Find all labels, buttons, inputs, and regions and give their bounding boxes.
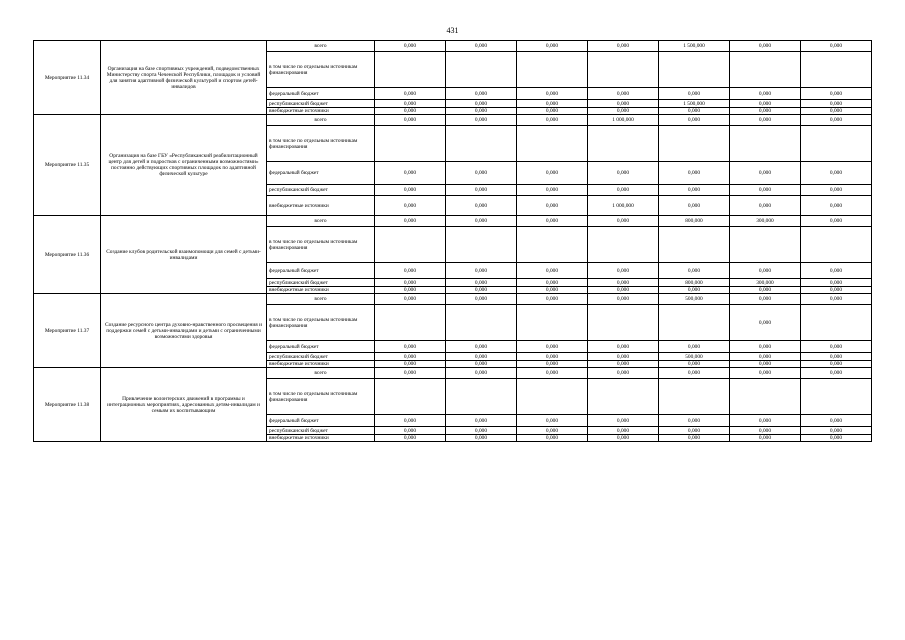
- amount-cell: 0,000: [517, 115, 588, 126]
- amount-cell: 0,000: [801, 287, 872, 294]
- amount-cell: 0,000: [801, 435, 872, 442]
- amount-cell: [730, 52, 801, 88]
- page-number: 431: [446, 26, 459, 35]
- amount-cell: 0,000: [659, 88, 730, 100]
- amount-cell: [375, 227, 446, 263]
- amount-cell: 0,000: [375, 435, 446, 442]
- amount-cell: 0,000: [659, 368, 730, 379]
- amount-cell: 0,000: [659, 108, 730, 115]
- amount-cell: 0,000: [588, 368, 659, 379]
- amount-cell: 0,000: [446, 216, 517, 227]
- amount-cell: 0,000: [801, 427, 872, 435]
- funding-source-cell: в том числе по отдельным источникам финансирования: [267, 379, 375, 415]
- funding-source-cell: всего: [267, 115, 375, 126]
- funding-source-cell: внебюджетные источники: [267, 435, 375, 442]
- funding-source-cell: республиканский бюджет: [267, 279, 375, 287]
- amount-cell: 0,000: [730, 41, 801, 52]
- amount-cell: 0,000: [446, 162, 517, 185]
- amount-cell: 0,000: [659, 162, 730, 185]
- amount-cell: 0,000: [588, 415, 659, 427]
- amount-cell: [730, 379, 801, 415]
- amount-cell: 0,000: [588, 108, 659, 115]
- amount-cell: [446, 227, 517, 263]
- amount-cell: 0,000: [801, 368, 872, 379]
- amount-cell: 0,000: [801, 263, 872, 279]
- amount-cell: 0,000: [446, 108, 517, 115]
- activity-cell: Мероприятие 11.37: [34, 294, 101, 368]
- activity-description: Организация на базе ГБУ «Республиканский реабилитационный центр для детей и подростков с ограниченными возможностями» постоянно действующих спортивных площадок по адаптивной физической культуре: [101, 115, 267, 216]
- amount-cell: 0,000: [517, 341, 588, 353]
- amount-cell: [517, 305, 588, 341]
- funding-source-cell: в том числе по отдельным источникам финансирования: [267, 227, 375, 263]
- amount-cell: 0,000: [659, 196, 730, 216]
- amount-cell: 0,000: [517, 361, 588, 368]
- amount-cell: 800,000: [659, 279, 730, 287]
- amount-cell: 0,000: [730, 162, 801, 185]
- amount-cell: 0,000: [588, 279, 659, 287]
- amount-cell: 0,000: [659, 263, 730, 279]
- amount-cell: [446, 126, 517, 162]
- amount-cell: [517, 227, 588, 263]
- amount-cell: 0,000: [446, 427, 517, 435]
- amount-cell: 0,000: [659, 185, 730, 196]
- amount-cell: 0,000: [730, 287, 801, 294]
- activity-cell: Мероприятие 11.34: [34, 41, 101, 115]
- table-row: [34, 368, 872, 379]
- amount-cell: 0,000: [801, 88, 872, 100]
- amount-cell: [517, 126, 588, 162]
- funding-source-cell: всего: [267, 216, 375, 227]
- amount-cell: [517, 379, 588, 415]
- amount-cell: 0,000: [375, 427, 446, 435]
- amount-cell: 300,000: [730, 216, 801, 227]
- amount-cell: 0,000: [446, 287, 517, 294]
- activity-cell: Мероприятие 11.38: [34, 368, 101, 442]
- activity-description: Привлечение волонтерских движений в программы и интеграционных мероприятиях, адресованных детям-инвалидам и семьям их воспитывающим: [101, 368, 267, 442]
- amount-cell: 0,000: [730, 294, 801, 305]
- funding-source-cell: федеральный бюджет: [267, 341, 375, 353]
- amount-cell: 1 000,000: [588, 115, 659, 126]
- amount-cell: 0,000: [730, 100, 801, 108]
- amount-cell: 0,000: [659, 361, 730, 368]
- amount-cell: 0,000: [588, 41, 659, 52]
- funding-source-cell: республиканский бюджет: [267, 185, 375, 196]
- amount-cell: 0,000: [730, 185, 801, 196]
- funding-source-cell: федеральный бюджет: [267, 88, 375, 100]
- funding-source-cell: всего: [267, 41, 375, 52]
- activity-cell: Мероприятие 11.35: [34, 115, 101, 216]
- amount-cell: 0,000: [446, 279, 517, 287]
- amount-cell: 0,000: [446, 115, 517, 126]
- amount-cell: [375, 305, 446, 341]
- amount-cell: 0,000: [801, 196, 872, 216]
- amount-cell: 0,000: [517, 196, 588, 216]
- amount-cell: [730, 126, 801, 162]
- budget-table-body: [34, 41, 872, 442]
- amount-cell: 0,000: [375, 108, 446, 115]
- amount-cell: 0,000: [730, 341, 801, 353]
- amount-cell: [588, 305, 659, 341]
- amount-cell: 0,000: [517, 185, 588, 196]
- amount-cell: 0,000: [446, 196, 517, 216]
- amount-cell: 0,000: [659, 115, 730, 126]
- amount-cell: 0,000: [730, 361, 801, 368]
- funding-source-cell: внебюджетные источники: [267, 361, 375, 368]
- amount-cell: 0,000: [446, 88, 517, 100]
- amount-cell: 0,000: [446, 185, 517, 196]
- amount-cell: 0,000: [801, 279, 872, 287]
- amount-cell: 0,000: [375, 341, 446, 353]
- funding-source-cell: республиканский бюджет: [267, 427, 375, 435]
- amount-cell: 0,000: [730, 88, 801, 100]
- amount-cell: [730, 227, 801, 263]
- amount-cell: [801, 305, 872, 341]
- amount-cell: 0,000: [730, 108, 801, 115]
- amount-cell: 0,000: [517, 294, 588, 305]
- amount-cell: 0,000: [375, 115, 446, 126]
- amount-cell: 0,000: [375, 162, 446, 185]
- table-row: [34, 216, 872, 227]
- amount-cell: 0,000: [801, 108, 872, 115]
- amount-cell: 0,000: [517, 415, 588, 427]
- table-row: [34, 41, 872, 52]
- amount-cell: 0,000: [801, 415, 872, 427]
- amount-cell: 0,000: [659, 415, 730, 427]
- amount-cell: 0,000: [517, 88, 588, 100]
- amount-cell: 0,000: [446, 263, 517, 279]
- amount-cell: 0,000: [446, 435, 517, 442]
- amount-cell: 0,000: [730, 115, 801, 126]
- amount-cell: 0,000: [588, 216, 659, 227]
- activity-description: Организация на базе спортивных учреждений, подведомственных Министерству спорта Чеченской Республики, площадок и условий для занятия адаптивной физической культурой и спортом детей- инвалидов: [101, 41, 267, 115]
- amount-cell: 0,000: [375, 41, 446, 52]
- amount-cell: 0,000: [730, 427, 801, 435]
- funding-source-cell: всего: [267, 368, 375, 379]
- funding-source-cell: республиканский бюджет: [267, 100, 375, 108]
- amount-cell: [659, 126, 730, 162]
- amount-cell: [446, 305, 517, 341]
- table-row: [34, 115, 872, 126]
- amount-cell: 0,000: [588, 263, 659, 279]
- funding-source-cell: федеральный бюджет: [267, 263, 375, 279]
- amount-cell: 0,000: [446, 341, 517, 353]
- amount-cell: 0,000: [517, 41, 588, 52]
- amount-cell: 0,000: [517, 100, 588, 108]
- amount-cell: 0,000: [375, 88, 446, 100]
- amount-cell: [659, 227, 730, 263]
- amount-cell: 0,000: [588, 294, 659, 305]
- activity-description: Создание клубов родительской взаимопомощи для семей с детьми-инвалидами: [101, 216, 267, 294]
- amount-cell: [588, 227, 659, 263]
- amount-cell: 0,000: [588, 427, 659, 435]
- amount-cell: [517, 52, 588, 88]
- amount-cell: 0,000: [375, 294, 446, 305]
- amount-cell: 0,000: [517, 353, 588, 361]
- amount-cell: 0,000: [801, 162, 872, 185]
- amount-cell: 0,000: [659, 287, 730, 294]
- amount-cell: 0,000: [588, 88, 659, 100]
- amount-cell: 0,000: [730, 435, 801, 442]
- amount-cell: 0,000: [730, 263, 801, 279]
- amount-cell: 0,000: [588, 435, 659, 442]
- funding-source-cell: республиканский бюджет: [267, 353, 375, 361]
- amount-cell: 0,000: [517, 368, 588, 379]
- amount-cell: 0,000: [517, 435, 588, 442]
- amount-cell: 800,000: [659, 216, 730, 227]
- amount-cell: 0,000: [801, 185, 872, 196]
- amount-cell: 0,000: [517, 287, 588, 294]
- amount-cell: 0,000: [801, 100, 872, 108]
- funding-source-cell: внебюджетные источники: [267, 196, 375, 216]
- funding-source-cell: внебюджетные источники: [267, 287, 375, 294]
- amount-cell: 0,000: [446, 368, 517, 379]
- budget-table: [33, 40, 872, 442]
- amount-cell: 1 000,000: [588, 196, 659, 216]
- amount-cell: 0,000: [517, 263, 588, 279]
- amount-cell: 0,000: [730, 415, 801, 427]
- amount-cell: 0,000: [375, 415, 446, 427]
- amount-cell: 0,000: [375, 216, 446, 227]
- amount-cell: [801, 126, 872, 162]
- amount-cell: 0,000: [446, 100, 517, 108]
- amount-cell: [659, 305, 730, 341]
- amount-cell: 0,000: [446, 294, 517, 305]
- amount-cell: 0,000: [375, 196, 446, 216]
- amount-cell: 0,000: [659, 435, 730, 442]
- amount-cell: 0,000: [801, 341, 872, 353]
- amount-cell: 0,000: [588, 100, 659, 108]
- funding-source-cell: федеральный бюджет: [267, 162, 375, 185]
- amount-cell: 0,000: [730, 368, 801, 379]
- amount-cell: 0,000: [588, 162, 659, 185]
- amount-cell: [659, 379, 730, 415]
- amount-cell: 0,000: [375, 361, 446, 368]
- amount-cell: 300,000: [730, 279, 801, 287]
- amount-cell: [588, 379, 659, 415]
- amount-cell: 0,000: [517, 108, 588, 115]
- amount-cell: 0,000: [375, 185, 446, 196]
- amount-cell: 0,000: [517, 279, 588, 287]
- amount-cell: 0,000: [588, 287, 659, 294]
- activity-cell: Мероприятие 11.36: [34, 216, 101, 294]
- amount-cell: 0,000: [375, 279, 446, 287]
- amount-cell: 500,000: [659, 353, 730, 361]
- amount-cell: 0,000: [801, 41, 872, 52]
- amount-cell: 0,000: [801, 353, 872, 361]
- funding-source-cell: внебюджетные источники: [267, 108, 375, 115]
- table-row: [34, 294, 872, 305]
- funding-source-cell: всего: [267, 294, 375, 305]
- amount-cell: 0,000: [446, 41, 517, 52]
- amount-cell: 0,000: [801, 294, 872, 305]
- amount-cell: 0,000: [801, 115, 872, 126]
- amount-cell: 0,000: [517, 162, 588, 185]
- amount-cell: 0,000: [517, 216, 588, 227]
- amount-cell: [801, 227, 872, 263]
- amount-cell: 0,000: [730, 353, 801, 361]
- funding-source-cell: в том числе по отдельным источникам финансирования: [267, 126, 375, 162]
- amount-cell: 0,000: [659, 341, 730, 353]
- amount-cell: 0,000: [801, 361, 872, 368]
- amount-cell: [446, 379, 517, 415]
- amount-cell: 500,000: [659, 294, 730, 305]
- amount-cell: 0,000: [375, 353, 446, 361]
- amount-cell: [375, 126, 446, 162]
- amount-cell: [659, 52, 730, 88]
- amount-cell: 0,000: [375, 368, 446, 379]
- amount-cell: 0,000: [730, 196, 801, 216]
- amount-cell: [588, 126, 659, 162]
- amount-cell: [801, 52, 872, 88]
- funding-source-cell: в том числе по отдельным источникам финансирования: [267, 305, 375, 341]
- amount-cell: 0,000: [730, 305, 801, 341]
- amount-cell: 0,000: [446, 353, 517, 361]
- amount-cell: 0,000: [446, 361, 517, 368]
- amount-cell: [375, 379, 446, 415]
- amount-cell: [801, 379, 872, 415]
- amount-cell: 0,000: [588, 341, 659, 353]
- activity-description: Создание ресурсного центра духовно-нравственного просвещения и поддержки семей с детьми-инвалидами и детьми с ограниченными возможностями здоровья: [101, 294, 267, 368]
- funding-source-cell: в том числе по отдельным источникам финансирования: [267, 52, 375, 88]
- amount-cell: 0,000: [375, 263, 446, 279]
- amount-cell: 0,000: [801, 216, 872, 227]
- amount-cell: 0,000: [375, 287, 446, 294]
- amount-cell: 0,000: [517, 427, 588, 435]
- amount-cell: 1 500,000: [659, 100, 730, 108]
- amount-cell: 0,000: [588, 353, 659, 361]
- amount-cell: 0,000: [375, 100, 446, 108]
- amount-cell: 0,000: [659, 427, 730, 435]
- amount-cell: 0,000: [588, 185, 659, 196]
- funding-source-cell: федеральный бюджет: [267, 415, 375, 427]
- amount-cell: [446, 52, 517, 88]
- amount-cell: [588, 52, 659, 88]
- amount-cell: [375, 52, 446, 88]
- amount-cell: 0,000: [588, 361, 659, 368]
- amount-cell: 1 500,000: [659, 41, 730, 52]
- amount-cell: 0,000: [446, 415, 517, 427]
